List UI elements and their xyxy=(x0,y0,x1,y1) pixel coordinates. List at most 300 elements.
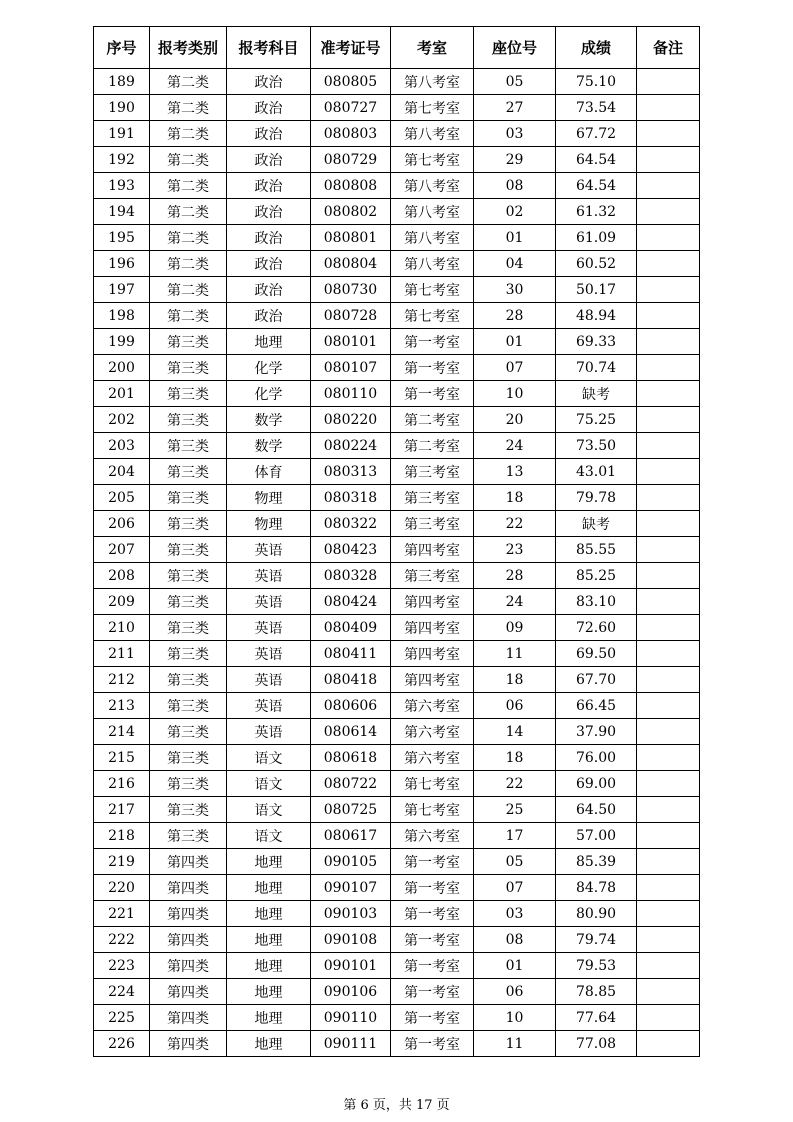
room-cell: 第二考室 xyxy=(391,407,474,433)
exam-id-cell: 080318 xyxy=(311,485,391,511)
subject-cell: 英语 xyxy=(227,589,311,615)
remark-cell xyxy=(637,251,700,277)
seat-cell: 18 xyxy=(474,485,556,511)
subject-cell: 政治 xyxy=(227,173,311,199)
seq-cell: 219 xyxy=(94,849,150,875)
score-cell: 69.33 xyxy=(556,329,637,355)
score-cell: 72.60 xyxy=(556,615,637,641)
score-cell: 77.64 xyxy=(556,1005,637,1031)
score-cell: 57.00 xyxy=(556,823,637,849)
table-row xyxy=(94,823,700,849)
subject-cell: 政治 xyxy=(227,199,311,225)
seat-cell: 08 xyxy=(474,173,556,199)
room-cell: 第四考室 xyxy=(391,641,474,667)
table-row xyxy=(94,95,700,121)
score-cell: 64.54 xyxy=(556,147,637,173)
subject-cell: 地理 xyxy=(227,901,311,927)
remark-cell xyxy=(637,303,700,329)
subject-cell: 地理 xyxy=(227,1031,311,1057)
category-cell: 第二类 xyxy=(150,277,227,303)
table-row xyxy=(94,69,700,95)
exam-id-cell: 090105 xyxy=(311,849,391,875)
remark-cell xyxy=(637,277,700,303)
room-cell: 第三考室 xyxy=(391,485,474,511)
room-cell: 第七考室 xyxy=(391,303,474,329)
room-cell: 第二考室 xyxy=(391,433,474,459)
category-cell: 第三类 xyxy=(150,381,227,407)
score-cell: 37.90 xyxy=(556,719,637,745)
seq-cell: 210 xyxy=(94,615,150,641)
column-header-category: 报考类别 xyxy=(150,27,227,69)
subject-cell: 地理 xyxy=(227,875,311,901)
exam-id-cell: 080411 xyxy=(311,641,391,667)
subject-cell: 体育 xyxy=(227,459,311,485)
seat-cell: 02 xyxy=(474,199,556,225)
category-cell: 第三类 xyxy=(150,459,227,485)
category-cell: 第四类 xyxy=(150,849,227,875)
table-row xyxy=(94,927,700,953)
seq-cell: 201 xyxy=(94,381,150,407)
seq-cell: 204 xyxy=(94,459,150,485)
seat-cell: 17 xyxy=(474,823,556,849)
score-cell: 70.74 xyxy=(556,355,637,381)
table-row xyxy=(94,953,700,979)
column-header-seq: 序号 xyxy=(94,27,150,69)
table-body xyxy=(94,69,700,1057)
score-cell: 64.54 xyxy=(556,173,637,199)
table-row xyxy=(94,225,700,251)
exam-id-cell: 080618 xyxy=(311,745,391,771)
room-cell: 第一考室 xyxy=(391,927,474,953)
remark-cell xyxy=(637,459,700,485)
subject-cell: 政治 xyxy=(227,95,311,121)
room-cell: 第一考室 xyxy=(391,1005,474,1031)
score-cell: 73.50 xyxy=(556,433,637,459)
room-cell: 第八考室 xyxy=(391,225,474,251)
category-cell: 第二类 xyxy=(150,251,227,277)
seq-cell: 195 xyxy=(94,225,150,251)
remark-cell xyxy=(637,355,700,381)
seq-cell: 199 xyxy=(94,329,150,355)
table-row xyxy=(94,745,700,771)
score-cell: 50.17 xyxy=(556,277,637,303)
table-row xyxy=(94,719,700,745)
table-row xyxy=(94,641,700,667)
seq-cell: 226 xyxy=(94,1031,150,1057)
category-cell: 第三类 xyxy=(150,511,227,537)
room-cell: 第六考室 xyxy=(391,719,474,745)
subject-cell: 英语 xyxy=(227,693,311,719)
room-cell: 第六考室 xyxy=(391,693,474,719)
table-row xyxy=(94,407,700,433)
exam-id-cell: 090111 xyxy=(311,1031,391,1057)
score-table xyxy=(93,26,700,1057)
score-cell: 66.45 xyxy=(556,693,637,719)
category-cell: 第三类 xyxy=(150,745,227,771)
remark-cell xyxy=(637,979,700,1005)
subject-cell: 地理 xyxy=(227,849,311,875)
subject-cell: 语文 xyxy=(227,823,311,849)
seq-cell: 194 xyxy=(94,199,150,225)
subject-cell: 地理 xyxy=(227,329,311,355)
table-row xyxy=(94,173,700,199)
column-header-exam-id: 准考证号 xyxy=(311,27,391,69)
table-row xyxy=(94,485,700,511)
category-cell: 第三类 xyxy=(150,771,227,797)
exam-id-cell: 080313 xyxy=(311,459,391,485)
score-cell: 83.10 xyxy=(556,589,637,615)
category-cell: 第四类 xyxy=(150,901,227,927)
remark-cell xyxy=(637,173,700,199)
seat-cell: 07 xyxy=(474,355,556,381)
remark-cell xyxy=(637,615,700,641)
subject-cell: 数学 xyxy=(227,407,311,433)
room-cell: 第一考室 xyxy=(391,901,474,927)
exam-id-cell: 080101 xyxy=(311,329,391,355)
seat-cell: 22 xyxy=(474,771,556,797)
category-cell: 第三类 xyxy=(150,693,227,719)
seq-cell: 207 xyxy=(94,537,150,563)
category-cell: 第二类 xyxy=(150,303,227,329)
seq-cell: 225 xyxy=(94,1005,150,1031)
remark-cell xyxy=(637,381,700,407)
room-cell: 第七考室 xyxy=(391,95,474,121)
category-cell: 第四类 xyxy=(150,875,227,901)
remark-cell xyxy=(637,147,700,173)
remark-cell xyxy=(637,667,700,693)
remark-cell xyxy=(637,849,700,875)
score-cell: 43.01 xyxy=(556,459,637,485)
exam-id-cell: 080220 xyxy=(311,407,391,433)
seat-cell: 01 xyxy=(474,225,556,251)
seat-cell: 11 xyxy=(474,641,556,667)
category-cell: 第三类 xyxy=(150,537,227,563)
exam-id-cell: 080409 xyxy=(311,615,391,641)
category-cell: 第四类 xyxy=(150,1005,227,1031)
room-cell: 第八考室 xyxy=(391,251,474,277)
score-cell: 79.74 xyxy=(556,927,637,953)
exam-id-cell: 080730 xyxy=(311,277,391,303)
seat-cell: 03 xyxy=(474,121,556,147)
remark-cell xyxy=(637,485,700,511)
remark-cell xyxy=(637,927,700,953)
subject-cell: 语文 xyxy=(227,797,311,823)
seq-cell: 202 xyxy=(94,407,150,433)
seq-cell: 217 xyxy=(94,797,150,823)
column-header-remark: 备注 xyxy=(637,27,700,69)
table-row xyxy=(94,277,700,303)
seat-cell: 24 xyxy=(474,433,556,459)
seq-cell: 203 xyxy=(94,433,150,459)
room-cell: 第四考室 xyxy=(391,537,474,563)
seq-cell: 213 xyxy=(94,693,150,719)
category-cell: 第三类 xyxy=(150,641,227,667)
seat-cell: 05 xyxy=(474,849,556,875)
score-cell: 61.09 xyxy=(556,225,637,251)
seat-cell: 01 xyxy=(474,953,556,979)
table-header-row xyxy=(94,27,700,69)
category-cell: 第四类 xyxy=(150,1031,227,1057)
seq-cell: 198 xyxy=(94,303,150,329)
table-row xyxy=(94,1031,700,1057)
remark-cell xyxy=(637,1005,700,1031)
seq-cell: 220 xyxy=(94,875,150,901)
score-cell: 85.39 xyxy=(556,849,637,875)
score-cell: 缺考 xyxy=(556,511,637,537)
seat-cell: 29 xyxy=(474,147,556,173)
table-row xyxy=(94,667,700,693)
remark-cell xyxy=(637,823,700,849)
table-row xyxy=(94,381,700,407)
page-footer: 第 6 页，共 17 页 xyxy=(343,1098,450,1113)
score-cell: 60.52 xyxy=(556,251,637,277)
exam-id-cell: 080423 xyxy=(311,537,391,563)
score-cell: 76.00 xyxy=(556,745,637,771)
seat-cell: 09 xyxy=(474,615,556,641)
table-row xyxy=(94,121,700,147)
table-row xyxy=(94,797,700,823)
remark-cell xyxy=(637,69,700,95)
seat-cell: 04 xyxy=(474,251,556,277)
exam-id-cell: 080802 xyxy=(311,199,391,225)
score-cell: 85.25 xyxy=(556,563,637,589)
exam-id-cell: 080224 xyxy=(311,433,391,459)
seq-cell: 211 xyxy=(94,641,150,667)
room-cell: 第三考室 xyxy=(391,563,474,589)
subject-cell: 英语 xyxy=(227,537,311,563)
seat-cell: 06 xyxy=(474,693,556,719)
remark-cell xyxy=(637,745,700,771)
exam-id-cell: 090106 xyxy=(311,979,391,1005)
exam-id-cell: 090108 xyxy=(311,927,391,953)
table-row xyxy=(94,901,700,927)
exam-id-cell: 080804 xyxy=(311,251,391,277)
subject-cell: 政治 xyxy=(227,121,311,147)
exam-id-cell: 090107 xyxy=(311,875,391,901)
seat-cell: 05 xyxy=(474,69,556,95)
category-cell: 第三类 xyxy=(150,615,227,641)
seat-cell: 28 xyxy=(474,563,556,589)
table-row xyxy=(94,329,700,355)
table-row xyxy=(94,537,700,563)
category-cell: 第三类 xyxy=(150,797,227,823)
subject-cell: 语文 xyxy=(227,771,311,797)
room-cell: 第四考室 xyxy=(391,667,474,693)
room-cell: 第一考室 xyxy=(391,953,474,979)
subject-cell: 英语 xyxy=(227,719,311,745)
room-cell: 第四考室 xyxy=(391,589,474,615)
room-cell: 第八考室 xyxy=(391,121,474,147)
score-cell: 79.53 xyxy=(556,953,637,979)
category-cell: 第四类 xyxy=(150,927,227,953)
table-row xyxy=(94,849,700,875)
table-row xyxy=(94,693,700,719)
remark-cell xyxy=(637,641,700,667)
seat-cell: 27 xyxy=(474,95,556,121)
subject-cell: 地理 xyxy=(227,927,311,953)
category-cell: 第二类 xyxy=(150,95,227,121)
seq-cell: 191 xyxy=(94,121,150,147)
exam-id-cell: 080805 xyxy=(311,69,391,95)
exam-id-cell: 080808 xyxy=(311,173,391,199)
category-cell: 第四类 xyxy=(150,979,227,1005)
table-row xyxy=(94,147,700,173)
category-cell: 第三类 xyxy=(150,667,227,693)
exam-id-cell: 090101 xyxy=(311,953,391,979)
exam-id-cell: 080614 xyxy=(311,719,391,745)
seq-cell: 205 xyxy=(94,485,150,511)
category-cell: 第二类 xyxy=(150,225,227,251)
subject-cell: 政治 xyxy=(227,251,311,277)
seq-cell: 197 xyxy=(94,277,150,303)
subject-cell: 地理 xyxy=(227,953,311,979)
table-row xyxy=(94,875,700,901)
seq-cell: 212 xyxy=(94,667,150,693)
score-cell: 75.25 xyxy=(556,407,637,433)
subject-cell: 英语 xyxy=(227,667,311,693)
seat-cell: 25 xyxy=(474,797,556,823)
seat-cell: 18 xyxy=(474,667,556,693)
subject-cell: 物理 xyxy=(227,485,311,511)
seq-cell: 221 xyxy=(94,901,150,927)
subject-cell: 英语 xyxy=(227,615,311,641)
exam-id-cell: 080803 xyxy=(311,121,391,147)
room-cell: 第一考室 xyxy=(391,1031,474,1057)
room-cell: 第三考室 xyxy=(391,511,474,537)
remark-cell xyxy=(637,121,700,147)
room-cell: 第一考室 xyxy=(391,875,474,901)
table-row xyxy=(94,563,700,589)
subject-cell: 数学 xyxy=(227,433,311,459)
score-cell: 77.08 xyxy=(556,1031,637,1057)
exam-id-cell: 080617 xyxy=(311,823,391,849)
remark-cell xyxy=(637,771,700,797)
remark-cell xyxy=(637,1031,700,1057)
score-cell: 75.10 xyxy=(556,69,637,95)
seq-cell: 196 xyxy=(94,251,150,277)
seat-cell: 10 xyxy=(474,381,556,407)
exam-id-cell: 090110 xyxy=(311,1005,391,1031)
score-cell: 79.78 xyxy=(556,485,637,511)
table-row xyxy=(94,615,700,641)
room-cell: 第六考室 xyxy=(391,823,474,849)
subject-cell: 英语 xyxy=(227,641,311,667)
score-cell: 61.32 xyxy=(556,199,637,225)
score-cell: 84.78 xyxy=(556,875,637,901)
remark-cell xyxy=(637,511,700,537)
table-row xyxy=(94,511,700,537)
remark-cell xyxy=(637,901,700,927)
score-cell: 78.85 xyxy=(556,979,637,1005)
room-cell: 第一考室 xyxy=(391,329,474,355)
remark-cell xyxy=(637,875,700,901)
seq-cell: 214 xyxy=(94,719,150,745)
seq-cell: 223 xyxy=(94,953,150,979)
seq-cell: 222 xyxy=(94,927,150,953)
seq-cell: 190 xyxy=(94,95,150,121)
remark-cell xyxy=(637,563,700,589)
column-header-score: 成绩 xyxy=(556,27,637,69)
remark-cell xyxy=(637,693,700,719)
exam-id-cell: 080727 xyxy=(311,95,391,121)
category-cell: 第二类 xyxy=(150,121,227,147)
seq-cell: 215 xyxy=(94,745,150,771)
seq-cell: 193 xyxy=(94,173,150,199)
remark-cell xyxy=(637,199,700,225)
score-cell: 缺考 xyxy=(556,381,637,407)
exam-id-cell: 080728 xyxy=(311,303,391,329)
seq-cell: 192 xyxy=(94,147,150,173)
seat-cell: 14 xyxy=(474,719,556,745)
subject-cell: 政治 xyxy=(227,69,311,95)
score-cell: 67.70 xyxy=(556,667,637,693)
seat-cell: 30 xyxy=(474,277,556,303)
room-cell: 第一考室 xyxy=(391,849,474,875)
category-cell: 第四类 xyxy=(150,953,227,979)
table-row xyxy=(94,251,700,277)
seat-cell: 11 xyxy=(474,1031,556,1057)
room-cell: 第八考室 xyxy=(391,69,474,95)
category-cell: 第二类 xyxy=(150,199,227,225)
room-cell: 第七考室 xyxy=(391,277,474,303)
remark-cell xyxy=(637,407,700,433)
category-cell: 第三类 xyxy=(150,823,227,849)
seat-cell: 18 xyxy=(474,745,556,771)
remark-cell xyxy=(637,95,700,121)
category-cell: 第三类 xyxy=(150,563,227,589)
remark-cell xyxy=(637,329,700,355)
category-cell: 第三类 xyxy=(150,407,227,433)
seq-cell: 206 xyxy=(94,511,150,537)
exam-id-cell: 080801 xyxy=(311,225,391,251)
exam-id-cell: 080328 xyxy=(311,563,391,589)
room-cell: 第一考室 xyxy=(391,381,474,407)
category-cell: 第三类 xyxy=(150,589,227,615)
seat-cell: 01 xyxy=(474,329,556,355)
subject-cell: 化学 xyxy=(227,381,311,407)
room-cell: 第七考室 xyxy=(391,797,474,823)
seat-cell: 22 xyxy=(474,511,556,537)
table-row xyxy=(94,199,700,225)
remark-cell xyxy=(637,537,700,563)
seat-cell: 24 xyxy=(474,589,556,615)
seat-cell: 10 xyxy=(474,1005,556,1031)
seq-cell: 224 xyxy=(94,979,150,1005)
exam-id-cell: 080725 xyxy=(311,797,391,823)
category-cell: 第三类 xyxy=(150,485,227,511)
remark-cell xyxy=(637,433,700,459)
score-cell: 48.94 xyxy=(556,303,637,329)
exam-id-cell: 080107 xyxy=(311,355,391,381)
seat-cell: 13 xyxy=(474,459,556,485)
category-cell: 第二类 xyxy=(150,173,227,199)
room-cell: 第六考室 xyxy=(391,745,474,771)
exam-id-cell: 080722 xyxy=(311,771,391,797)
seq-cell: 218 xyxy=(94,823,150,849)
score-cell: 67.72 xyxy=(556,121,637,147)
table-row xyxy=(94,771,700,797)
seat-cell: 07 xyxy=(474,875,556,901)
seat-cell: 08 xyxy=(474,927,556,953)
room-cell: 第七考室 xyxy=(391,147,474,173)
exam-id-cell: 080606 xyxy=(311,693,391,719)
category-cell: 第二类 xyxy=(150,69,227,95)
exam-id-cell: 090103 xyxy=(311,901,391,927)
remark-cell xyxy=(637,953,700,979)
subject-cell: 政治 xyxy=(227,225,311,251)
subject-cell: 英语 xyxy=(227,563,311,589)
table-row xyxy=(94,303,700,329)
